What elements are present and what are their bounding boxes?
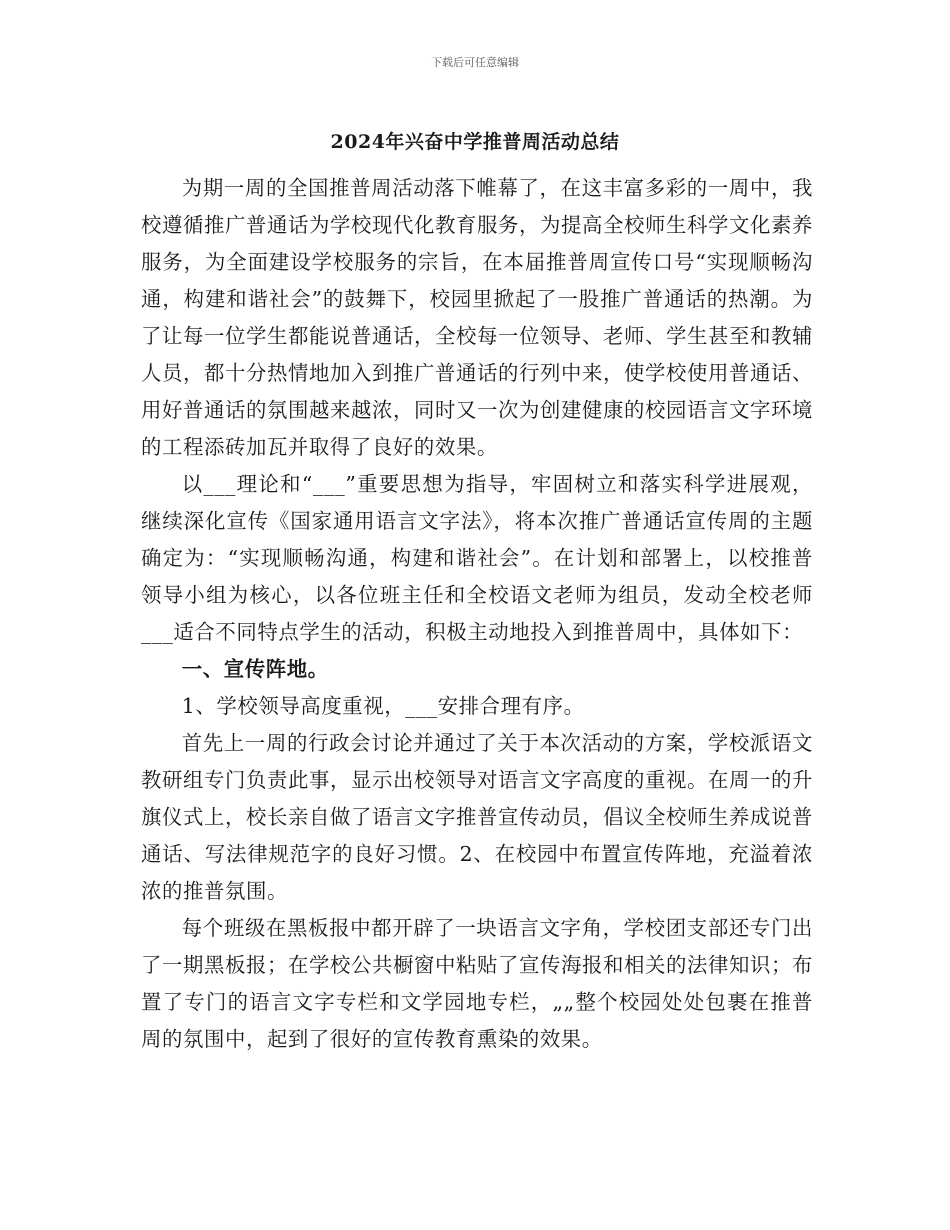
section-heading-propaganda: 一、宣传阵地。 <box>181 657 329 681</box>
page-header-note: 下载后可任意编辑 <box>431 56 519 69</box>
subsection-item-1: 1、学校领导高度重视，___安排合理有序。 <box>181 694 585 718</box>
paragraph-campus: 每个班级在黑板报中都开辟了一块语言文字角，学校团支部还专门出了一期黑板报；在学校公共橱窗中粘贴了宣传海报和相关的法律知识；布置了专门的语言文字专栏和文学园地专栏，„„整个校园处处包裹在推普周的氛围中，起到了很好的宣传教育熏染的效果。 <box>141 916 813 1051</box>
document-body <box>141 170 813 1058</box>
paragraph-leadership: 首先上一周的行政会讨论并通过了关于本次活动的方案，学校派语文教研组专门负责此事，显示出校领导对语言文字高度的重视。在周一的升旗仪式上，校长亲自做了语言文字推普宣传动员，倡议全校师生养成说普通话、写法律规范字的良好习惯。2、在校园中布置宣传阵地，充溢着浓浓的推普氛围。 <box>141 731 813 903</box>
paragraph-guidance: 以___理论和“___”重要思想为指导，牢固树立和落实科学进展观，继续深化宣传《国家通用语言文字法》，将本次推广普通话宣传周的主题确定为：“实现顺畅沟通，构建和谐社会”。在计划和部署上，以校推普领导小组为核心，以各位班主任和全校语文老师为组员，发动全校老师___适合不同特点学生的活动，积极主动地投入到推普周中，具体如下： <box>141 472 813 644</box>
document-title: 2024年兴奋中学推普周活动总结 <box>330 131 620 153</box>
paragraph-intro: 为期一周的全国推普周活动落下帷幕了，在这丰富多彩的一周中，我校遵循推广普通话为学校现代化教育服务，为提高全校师生科学文化素养服务，为全面建设学校服务的宗旨，在本届推普周宣传口号“实现顺畅沟通，构建和谐社会”的鼓舞下，校园里掀起了一股推广普通话的热潮。为了让每一位学生都能说普通话，全校每一位领导、老师、学生甚至和教辅人员，都十分热情地加入到推广普通话的行列中来，使学校使用普通话、用好普通话的氛围越来越浓，同时又一次为创建健康的校园语言文字环境的工程添砖加瓦并取得了良好的效果。 <box>141 176 813 459</box>
